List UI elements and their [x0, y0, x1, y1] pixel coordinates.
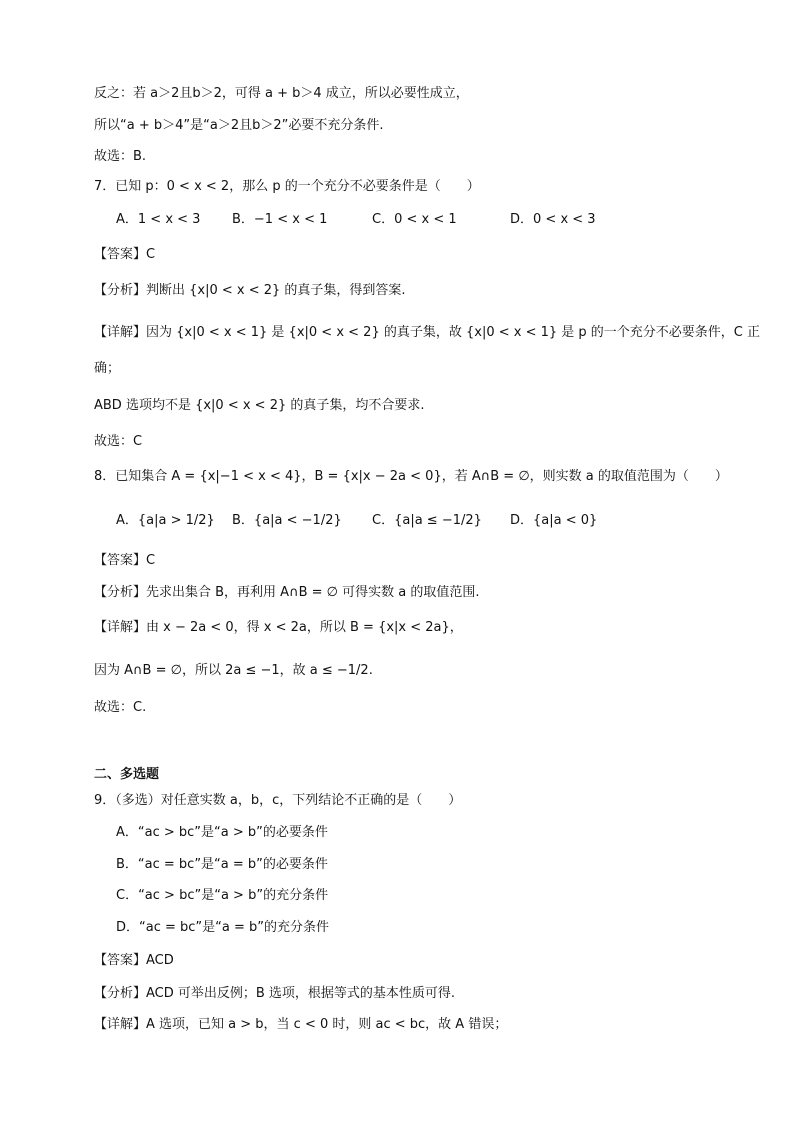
- choice-text: 故选：C: [94, 434, 143, 449]
- option-a: A．1 < x < 3: [116, 212, 201, 227]
- question-7: 7．已知 p：0 < x < 2，那么 p 的一个充分不必要条件是（ ）: [94, 179, 480, 194]
- detail-text: 【详解】由 x − 2a < 0，得 x < 2a，所以 B = {x|x < 2a}，: [94, 620, 463, 635]
- answer-label: 【答案】C: [94, 247, 156, 262]
- detail-text: 【详解】因为 {x|0 < x < 1} 是 {x|0 < x < 2} 的真子集，故 {x|0 < x < 1} 是 p 的一个充分不必要条件，C 正: [94, 325, 761, 340]
- text-line: 所以“a + b＞4”是“a＞2且b＞2”必要不充分条件.: [94, 118, 384, 133]
- analysis-text: 【分析】先求出集合 B，再利用 A∩B = ∅ 可得实数 a 的取值范围.: [94, 585, 480, 600]
- detail-text: ABD 选项均不是 {x|0 < x < 2} 的真子集，均不合要求.: [94, 398, 425, 413]
- detail-text: 确；: [94, 361, 121, 376]
- answer-label: 【答案】ACD: [94, 953, 174, 968]
- option-b: B．{a|a < −1/2}: [232, 513, 342, 528]
- option-c: C．{a|a ≤ −1/2}: [372, 513, 482, 528]
- choice-text: 故选：C.: [94, 700, 147, 715]
- answer-label: 【答案】C: [94, 553, 156, 568]
- detail-text: 因为 A∩B = ∅，所以 2a ≤ −1，故 a ≤ −1/2.: [94, 663, 373, 678]
- option-a: A．{a|a > 1/2}: [116, 513, 215, 528]
- question-9: 9．（多选）对任意实数 a，b，c，下列结论不正确的是（ ）: [94, 793, 462, 808]
- option-b: B．“ac = bc”是“a = b”的必要条件: [116, 857, 328, 872]
- option-b: B．−1 < x < 1: [232, 212, 328, 227]
- question-8: 8．已知集合 A = {x|−1 < x < 4}，B = {x|x − 2a < 0}，若 A∩B = ∅，则实数 a 的取值范围为（ ）: [94, 469, 728, 484]
- option-d: D．“ac = bc”是“a = b”的充分条件: [116, 920, 329, 935]
- option-c: C．0 < x < 1: [372, 212, 457, 227]
- option-a: A．“ac > bc”是“a > b”的必要条件: [116, 825, 328, 840]
- detail-text: 【详解】A 选项，已知 a > b，当 c < 0 时，则 ac < bc，故 A 错误；: [94, 1017, 508, 1032]
- option-c: C．“ac > bc”是“a > b”的充分条件: [116, 888, 329, 903]
- analysis-text: 【分析】判断出 {x|0 < x < 2} 的真子集，得到答案.: [94, 283, 406, 298]
- text-line: 故选：B.: [94, 149, 147, 164]
- option-d: D．{a|a < 0}: [510, 513, 598, 528]
- analysis-text: 【分析】ACD 可举出反例；B 选项，根据等式的基本性质可得.: [94, 986, 456, 1001]
- option-d: D．0 < x < 3: [510, 212, 596, 227]
- text-line: 反之：若 a＞2且b＞2，可得 a + b＞4 成立，所以必要性成立，: [94, 86, 469, 101]
- section-heading: 二、多选题: [94, 767, 160, 782]
